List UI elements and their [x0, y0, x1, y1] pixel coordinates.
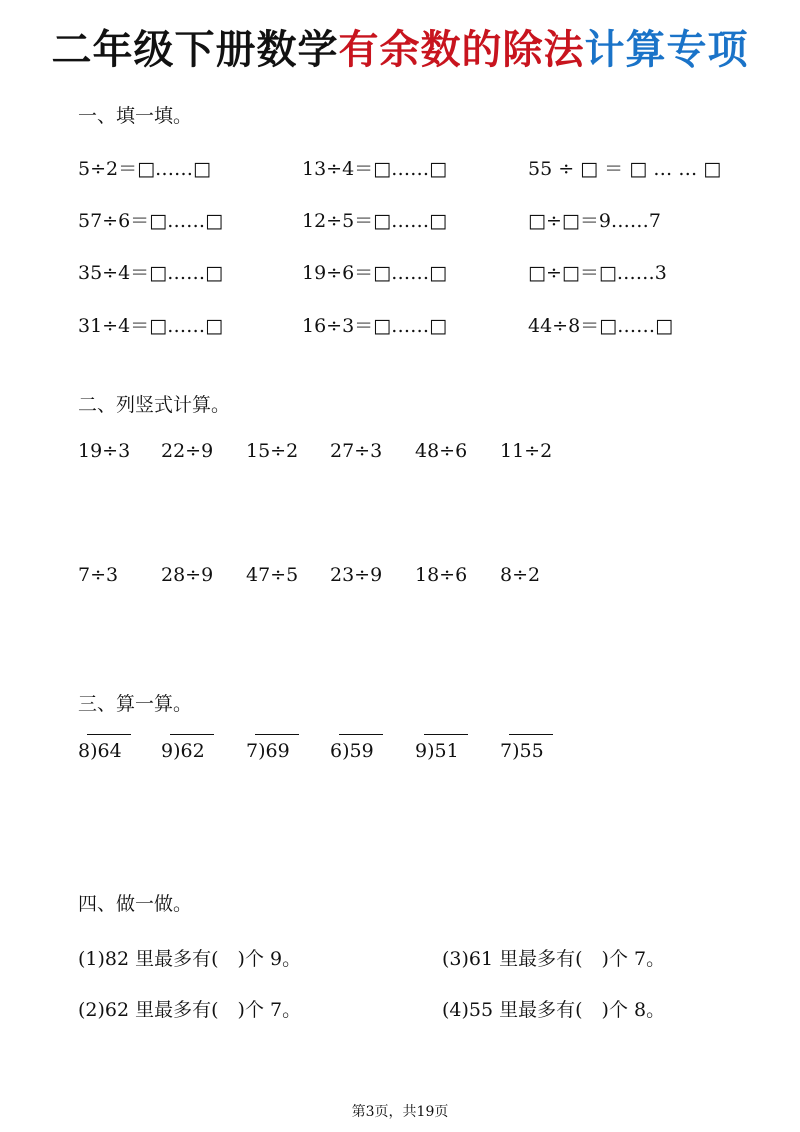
divisor: 7 [500, 740, 513, 762]
dividend: 62 [180, 740, 205, 762]
vertical-calc-item: 22÷9 [161, 440, 214, 462]
division-bracket-line [339, 734, 383, 735]
practice-item: (4)55 里最多有( )个 8。 [442, 999, 666, 1021]
practice-item: (3)61 里最多有( )个 7。 [442, 948, 666, 970]
fill-item: 57÷6＝□……□ [78, 210, 224, 232]
vertical-calc-item: 23÷9 [330, 564, 383, 586]
fill-item: 35÷4＝□……□ [78, 262, 224, 284]
dividend: 59 [349, 740, 374, 762]
division-bracket-line [424, 734, 468, 735]
fill-item: □÷□＝9……7 [528, 210, 662, 232]
vertical-calc-item: 15÷2 [246, 440, 299, 462]
fill-item: 44÷8＝□……□ [528, 315, 674, 337]
division-bracket-line [87, 734, 131, 735]
divisor: 8 [78, 740, 91, 762]
long-division-item: 9)51 [415, 740, 459, 762]
practice-item: (1)82 里最多有( )个 9。 [78, 948, 302, 970]
section1-heading: 一、填一填。 [78, 105, 193, 127]
vertical-calc-item: 48÷6 [415, 440, 468, 462]
dividend: 55 [519, 740, 544, 762]
page-number: 第3页，共19页 [351, 1104, 449, 1120]
section3-heading: 三、算一算。 [78, 693, 193, 715]
title-part-black: 二年级下册数学 [51, 27, 339, 73]
long-division-item: 6)59 [330, 740, 374, 762]
section2-heading: 二、列竖式计算。 [78, 394, 231, 416]
long-division-item: 7)55 [500, 740, 544, 762]
division-bracket-line [170, 734, 214, 735]
page-title [0, 18, 800, 75]
dividend: 64 [97, 740, 122, 762]
fill-item: □÷□＝□……3 [528, 262, 667, 284]
division-bracket-line [255, 734, 299, 735]
fill-item: 5÷2＝□……□ [78, 158, 212, 180]
vertical-calc-item: 18÷6 [415, 564, 468, 586]
divisor: 9 [415, 740, 428, 762]
fill-item: 31÷4＝□……□ [78, 315, 224, 337]
vertical-calc-item: 28÷9 [161, 564, 214, 586]
title-part-red: 有余数的除法 [338, 27, 585, 73]
fill-item: 55 ÷ □ ＝ □ … … □ [528, 158, 722, 180]
vertical-calc-item: 11÷2 [500, 440, 553, 462]
vertical-calc-item: 7÷3 [78, 564, 119, 586]
division-bracket-line [509, 734, 553, 735]
long-division-item: 7)69 [246, 740, 290, 762]
divisor: 7 [246, 740, 259, 762]
title-part-blue: 计算专项 [584, 27, 749, 73]
vertical-calc-item: 47÷5 [246, 564, 299, 586]
long-division-item: 8)64 [78, 740, 122, 762]
section4-heading: 四、做一做。 [78, 893, 193, 915]
long-division-item: 9)62 [161, 740, 205, 762]
fill-item: 19÷6＝□……□ [302, 262, 448, 284]
practice-item: (2)62 里最多有( )个 7。 [78, 999, 302, 1021]
dividend: 51 [434, 740, 459, 762]
vertical-calc-item: 8÷2 [500, 564, 541, 586]
divisor: 6 [330, 740, 343, 762]
vertical-calc-item: 19÷3 [78, 440, 131, 462]
fill-item: 16÷3＝□……□ [302, 315, 448, 337]
fill-item: 13÷4＝□……□ [302, 158, 448, 180]
divisor: 9 [161, 740, 174, 762]
fill-item: 12÷5＝□……□ [302, 210, 448, 232]
vertical-calc-item: 27÷3 [330, 440, 383, 462]
dividend: 69 [265, 740, 290, 762]
